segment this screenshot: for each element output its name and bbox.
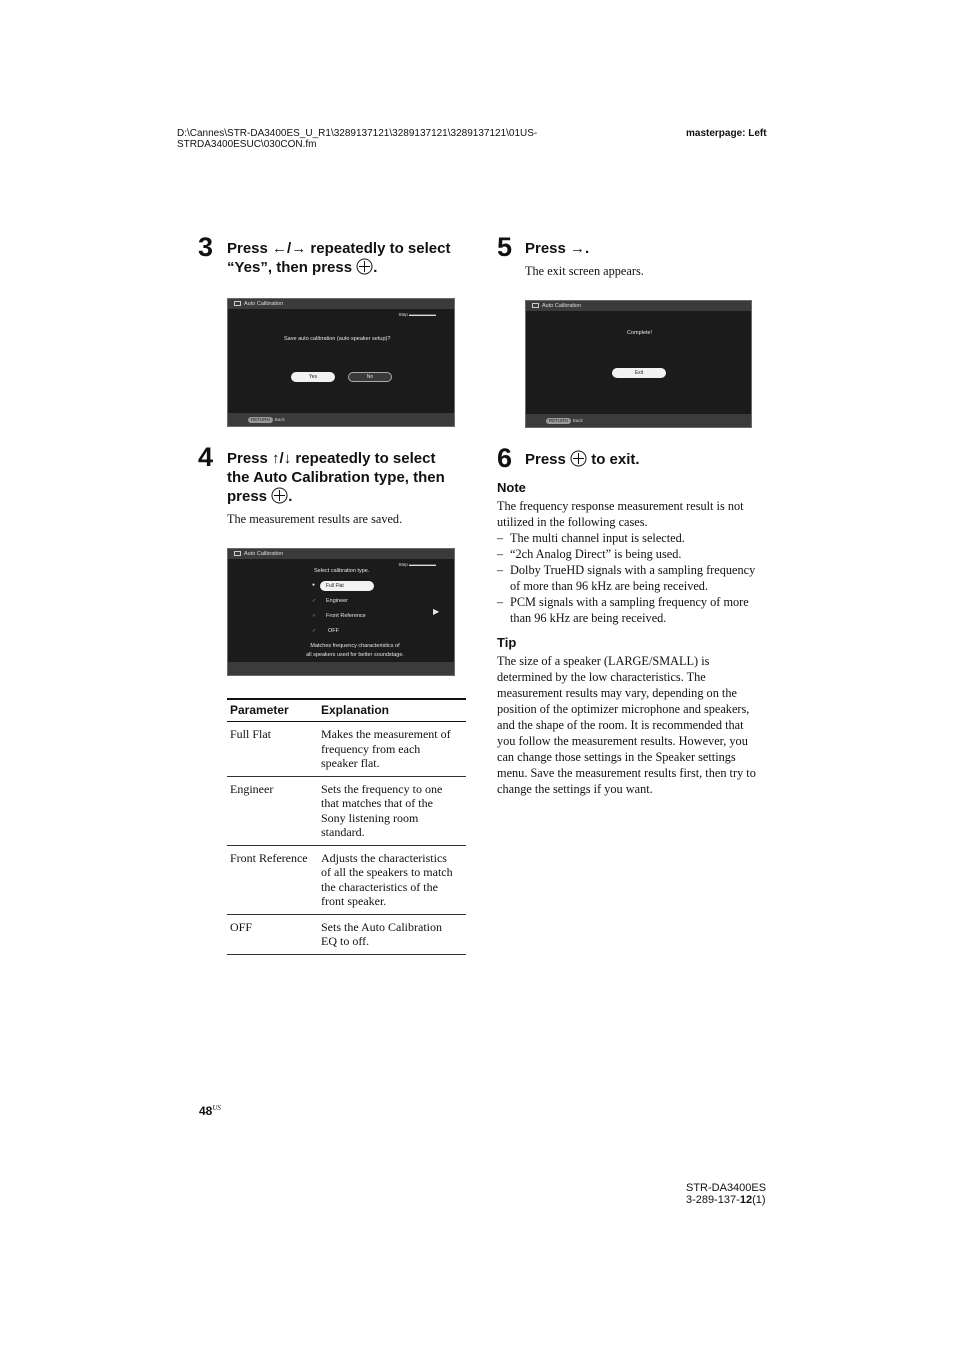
option-engineer[interactable]: Engineer xyxy=(326,598,349,604)
step-3-period: . xyxy=(373,259,378,276)
radio-selected-icon: ● xyxy=(312,582,316,588)
enter-button-icon xyxy=(356,258,373,275)
check-icon: ✓ xyxy=(312,598,317,604)
step-6-number: 6 xyxy=(497,443,512,473)
complete-message: Complete! xyxy=(627,330,653,336)
step-5-press: Press xyxy=(525,240,566,257)
exit-screen xyxy=(525,300,752,428)
option-description-line2: all speakers used for better soundstage. xyxy=(306,652,404,658)
return-pill: RETURN xyxy=(546,418,571,424)
parameter-cell: Front Reference xyxy=(227,845,318,914)
step-4-period: . xyxy=(288,488,293,505)
up-down-arrow-icon: ↑/↓ xyxy=(272,450,292,467)
page-number xyxy=(199,1104,221,1118)
left-right-arrow-icon: ←/→ xyxy=(272,240,307,257)
step-3-heading xyxy=(227,239,477,277)
step-6-heading xyxy=(525,450,640,469)
column-header-explanation: Explanation xyxy=(318,699,466,722)
tip-line: determined by the low characteristics. The xyxy=(497,670,706,684)
step-3-press: Press xyxy=(227,240,268,257)
explanation-line: Makes the measurement of xyxy=(321,727,451,741)
explanation-line: Sets the Auto Calibration xyxy=(321,919,442,934)
calibration-type-screen xyxy=(227,548,455,676)
right-arrow-icon: ▶ xyxy=(433,607,440,616)
part-number-prefix: 3-289-137- xyxy=(686,1194,740,1206)
screen-title-text: Auto Calibration xyxy=(244,551,284,557)
tip-line: measurement results may vary, depending on the xyxy=(497,686,737,700)
explanation-line: Sony listening room xyxy=(321,810,419,825)
step-4-line3: press xyxy=(227,488,268,505)
step-label: Step xyxy=(398,312,408,317)
note-item: – Dolby TrueHD signals with a sampling frequency of more than 96 kHz are being received. xyxy=(497,562,772,594)
note-item-line: than 96 kHz are being received. xyxy=(510,611,667,625)
option-front-reference[interactable]: Front Reference xyxy=(326,613,366,619)
return-back-hint xyxy=(546,418,583,424)
screen-title-text: Auto Calibration xyxy=(244,301,284,307)
step-3-line1-suffix: repeatedly to select xyxy=(310,240,451,257)
explanation-line: Adjusts the characteristics xyxy=(321,850,447,865)
table-row xyxy=(227,776,466,845)
explanation-line: the characteristics of the xyxy=(321,879,438,894)
check-icon: ✓ xyxy=(312,628,317,634)
screen-title xyxy=(234,550,283,558)
note-intro-line: utilized in the following cases. xyxy=(497,515,648,529)
tip-line: menu. Save the measurement results first, then try to xyxy=(497,766,756,780)
explanation-cell xyxy=(318,722,466,777)
option-full-flat[interactable]: Full Flat xyxy=(320,581,374,591)
step-5-number: 5 xyxy=(497,232,512,262)
step-label: Step xyxy=(398,562,408,567)
explanation-line: front speaker. xyxy=(321,894,387,908)
note-item: – The multi channel input is selected. xyxy=(497,530,772,546)
masterpage-label: masterpage: Left xyxy=(686,128,767,139)
save-calibration-screen xyxy=(227,298,455,427)
tip-line: and the shape of the room. It is recommended that xyxy=(497,718,744,732)
return-back-hint xyxy=(248,417,285,423)
note-item-line: Dolby TrueHD signals with a sampling frequency xyxy=(510,563,756,577)
explanation-cell xyxy=(318,914,466,954)
note-item: – PCM signals with a sampling frequency of more than 96 kHz are being received. xyxy=(497,594,772,626)
part-number-suffix: (1) xyxy=(752,1194,766,1206)
step-4-number: 4 xyxy=(198,442,213,472)
no-button[interactable]: No xyxy=(348,372,392,382)
parameter-cell: Engineer xyxy=(227,776,318,845)
screen-step-indicator: Step ▬▬▬▬▬▬ xyxy=(398,312,436,317)
table-row xyxy=(227,722,466,777)
step-4-press: Press xyxy=(227,450,268,467)
calibration-icon xyxy=(234,551,241,556)
back-label: Back xyxy=(274,417,285,422)
step-6-press: Press xyxy=(525,451,566,468)
step-5-body: The exit screen appears. xyxy=(525,264,644,278)
explanation-line: standard. xyxy=(321,825,365,839)
tip-line: you follow the measurement results. However, you xyxy=(497,734,748,748)
note-intro-line: The frequency response measurement result is not xyxy=(497,499,744,513)
note-item-line: “2ch Analog Direct” is being used. xyxy=(510,547,682,561)
step-4-line2: the Auto Calibration type, then xyxy=(227,469,445,486)
note-item-line: PCM signals with a sampling frequency of more xyxy=(510,595,749,609)
screen-title-text: Auto Calibration xyxy=(542,303,582,309)
parameter-cell: OFF xyxy=(227,914,318,954)
tip-title: Tip xyxy=(497,635,517,650)
yes-button[interactable]: Yes xyxy=(291,372,335,382)
note-item-line: The multi channel input is selected. xyxy=(510,531,685,545)
tip-line: can change those settings in the Speaker settings xyxy=(497,750,736,764)
option-description-line1: Matches frequency characteristics of xyxy=(310,643,400,649)
back-label: Back xyxy=(572,418,583,423)
note-body xyxy=(497,498,772,626)
part-number-revision: 12 xyxy=(739,1194,753,1206)
tip-line: change the settings if you want. xyxy=(497,782,653,796)
tip-line: position of the optimizer microphone and speakers, xyxy=(497,702,750,716)
explanation-line: of all the speakers to match xyxy=(321,865,453,879)
file-path-line2: STRDA3400ESUC\030CON.fm xyxy=(177,139,317,150)
step-4-body: The measurement results are saved. xyxy=(227,512,403,526)
enter-button-icon xyxy=(271,487,288,504)
note-item: – “2ch Analog Direct” is being used. xyxy=(497,546,772,562)
model-code xyxy=(686,1182,766,1206)
step-3-line2: “Yes”, then press xyxy=(227,259,353,276)
step-3-number: 3 xyxy=(198,232,213,262)
table-row xyxy=(227,914,466,954)
step-5-heading xyxy=(525,239,589,258)
explanation-line: Sets the frequency to one xyxy=(321,781,443,796)
screen-step-indicator: Step ▬▬▬▬▬▬ xyxy=(398,562,436,567)
screen-title xyxy=(234,300,283,308)
note-item-line: of more than 96 kHz are being received. xyxy=(510,579,709,593)
part-number xyxy=(686,1194,766,1206)
explanation-line: frequency from each xyxy=(321,741,421,756)
table-row xyxy=(227,845,466,914)
note-title: Note xyxy=(497,480,526,495)
column-header-parameter: Parameter xyxy=(227,699,318,722)
parameter-cell: Full Flat xyxy=(227,722,318,777)
calibration-icon xyxy=(532,303,539,308)
explanation-line: EQ to off. xyxy=(321,934,370,948)
tip-body xyxy=(497,653,772,797)
select-type-prompt: Select calibration type. xyxy=(314,568,370,574)
right-arrow-icon: → xyxy=(570,240,586,257)
step-4-heading xyxy=(227,449,477,506)
explanation-cell xyxy=(318,845,466,914)
return-pill: RETURN xyxy=(248,417,273,423)
calibration-icon xyxy=(234,301,241,306)
page-region: US xyxy=(212,1104,221,1112)
model-name: STR-DA3400ES xyxy=(686,1182,767,1194)
calibration-parameter-table xyxy=(227,698,466,955)
explanation-line: that matches that of the xyxy=(321,796,433,810)
exit-button[interactable]: Exit xyxy=(612,368,666,378)
screen-title xyxy=(532,302,581,310)
explanation-cell xyxy=(318,776,466,845)
enter-button-icon xyxy=(570,450,587,467)
page-number-value: 48 xyxy=(199,1104,213,1118)
step-4-line1-suffix: repeatedly to select xyxy=(295,450,436,467)
file-path-line1: D:\Cannes\STR-DA3400ES_U_R1\3289137121\3289137121\3289137121\01US- xyxy=(177,128,538,139)
screen-footer xyxy=(228,662,454,675)
check-icon: ✓ xyxy=(312,613,317,619)
step-6-suffix: to exit. xyxy=(591,451,640,468)
explanation-line: speaker flat. xyxy=(321,756,380,770)
step-5-period: . xyxy=(585,240,590,257)
save-question: Save auto calibration (auto speaker setup)? xyxy=(284,336,391,342)
file-path xyxy=(177,128,537,150)
tip-line: The size of a speaker (LARGE/SMALL) is xyxy=(497,654,710,668)
option-off[interactable]: OFF xyxy=(328,628,339,634)
table-header-row xyxy=(227,699,466,722)
